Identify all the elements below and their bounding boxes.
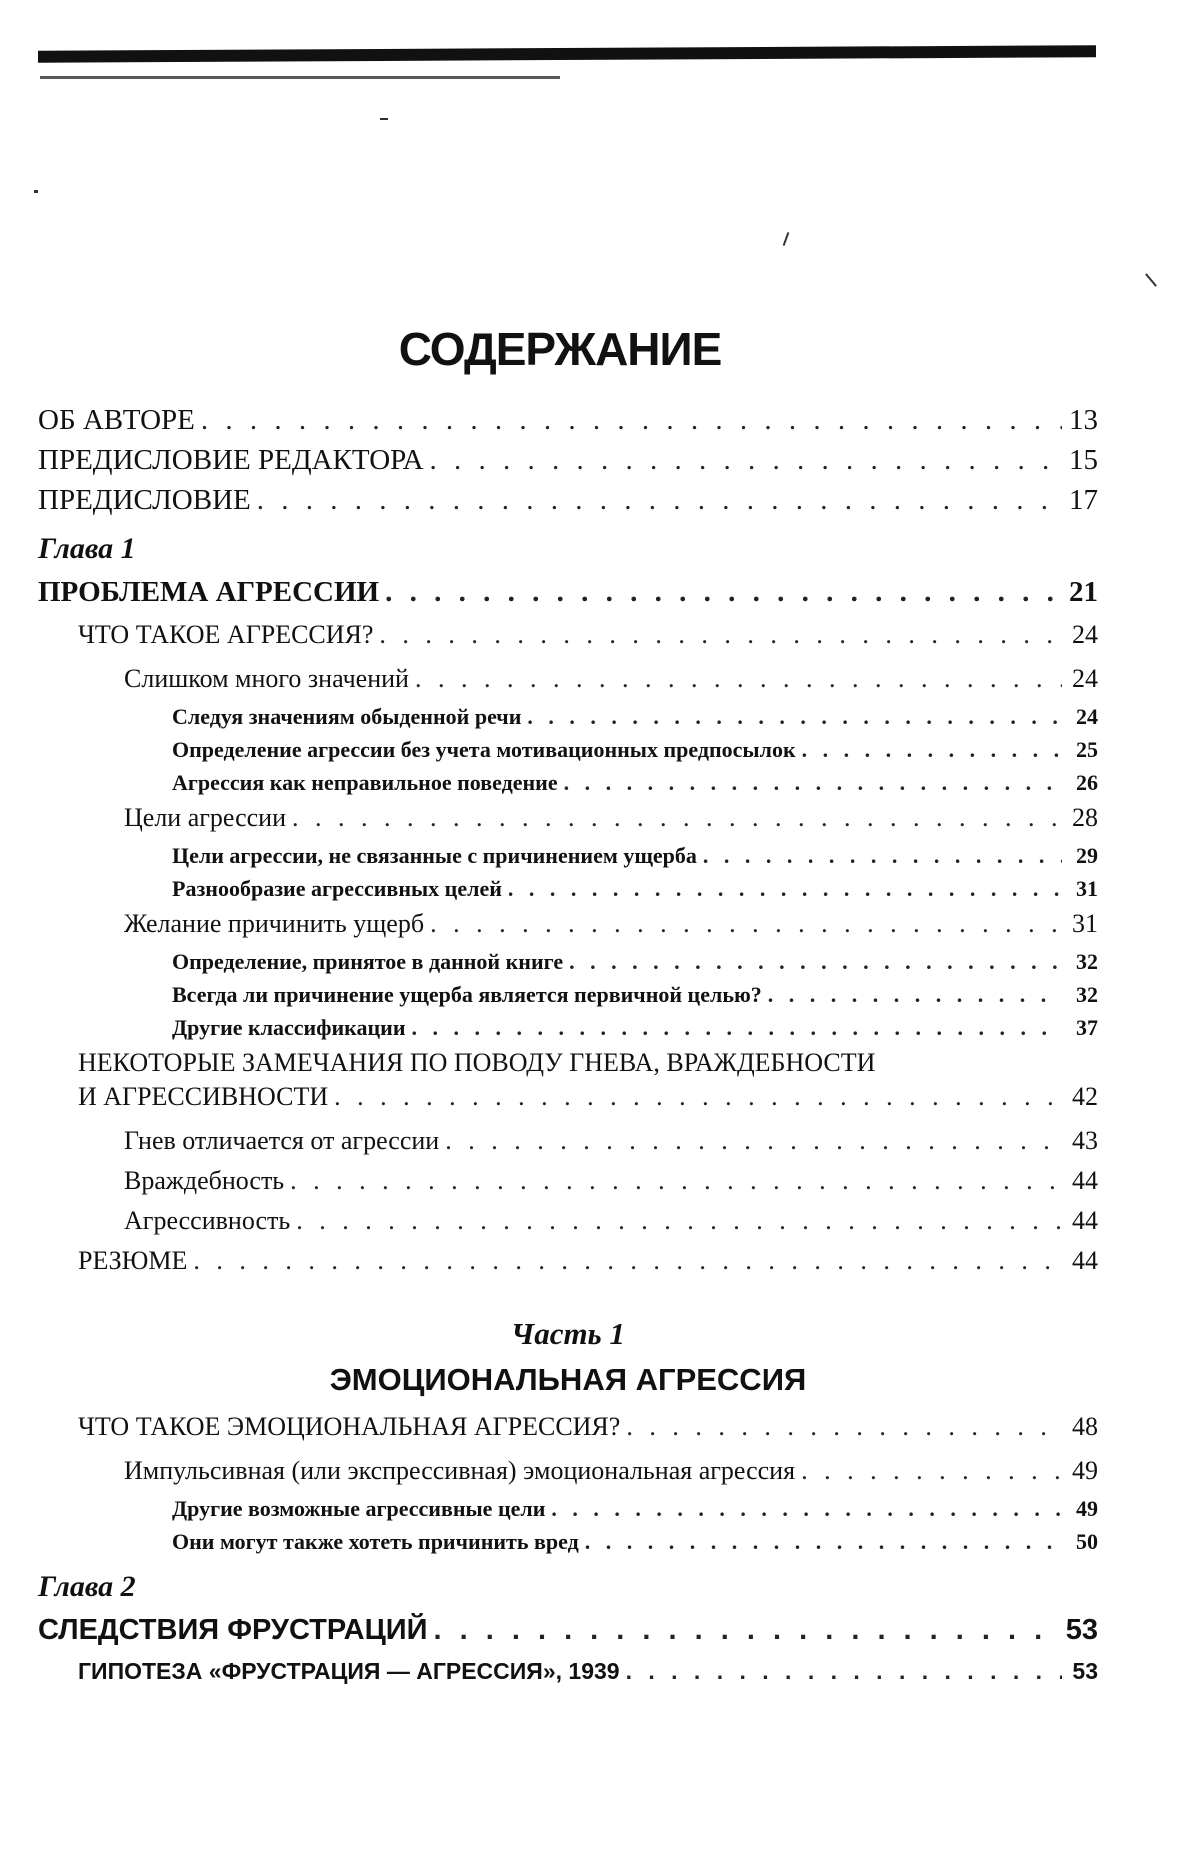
toc-entry-label: Определение, принятое в данной книге bbox=[172, 949, 564, 974]
dot-leader bbox=[445, 1126, 1062, 1156]
toc-entry[interactable] bbox=[38, 737, 1098, 770]
toc-entry[interactable] bbox=[38, 444, 1098, 484]
toc-entry-page: 26 bbox=[1076, 770, 1098, 795]
chapter-title: ПРОБЛЕМА АГРЕССИИ bbox=[38, 576, 380, 608]
toc-entry[interactable] bbox=[38, 1456, 1098, 1496]
dot-leader bbox=[430, 444, 1062, 477]
toc-entry-page: 44 bbox=[1072, 1166, 1098, 1195]
toc-entry-page: 50 bbox=[1076, 1529, 1098, 1554]
scan-speck bbox=[783, 232, 790, 246]
toc-entry-label: Цели агрессии bbox=[124, 803, 287, 832]
dot-leader bbox=[412, 1015, 1062, 1041]
toc-entry-label: Определение агрессии без учета мотивационных предпосылок bbox=[172, 737, 796, 762]
dot-leader bbox=[626, 1658, 1062, 1685]
toc-entry-page: 53 bbox=[1072, 1658, 1098, 1684]
toc-entry-page: 44 bbox=[1072, 1246, 1098, 1275]
toc-entry-page: 15 bbox=[1069, 444, 1098, 476]
toc-entry-page: 28 bbox=[1072, 803, 1098, 832]
scan-speck bbox=[380, 118, 388, 120]
toc-entry-label: Агрессивность bbox=[124, 1206, 291, 1235]
scan-speck bbox=[34, 190, 38, 193]
page-title: СОДЕРЖАНИЕ bbox=[398, 323, 722, 375]
toc-entry-page: 24 bbox=[1072, 664, 1098, 693]
dot-leader bbox=[434, 1614, 1060, 1647]
toc-entry-page: 32 bbox=[1076, 949, 1098, 974]
toc-entry-page: 31 bbox=[1072, 909, 1098, 938]
toc-entry-label: Враждебность bbox=[124, 1166, 285, 1195]
toc-entry[interactable] bbox=[38, 1412, 1098, 1456]
part-label: Часть 1 bbox=[511, 1316, 625, 1351]
toc-entry[interactable] bbox=[38, 1246, 1098, 1290]
toc-entry-label: Слишком много значений bbox=[124, 664, 409, 693]
toc-entry-label: ЧТО ТАКОЕ АГРЕССИЯ? bbox=[78, 620, 374, 649]
dot-leader bbox=[551, 1496, 1062, 1522]
toc-entry-page: 43 bbox=[1072, 1126, 1098, 1155]
toc-entry-label: ЧТО ТАКОЕ ЭМОЦИОНАЛЬНАЯ АГРЕССИЯ? bbox=[78, 1412, 621, 1441]
toc-entry[interactable] bbox=[38, 770, 1098, 803]
toc-entry-label: РЕЗЮМЕ bbox=[78, 1246, 188, 1275]
chapter-title-entry[interactable] bbox=[38, 1614, 1098, 1658]
toc-entry[interactable] bbox=[38, 949, 1098, 982]
dot-leader bbox=[801, 1456, 1062, 1486]
toc-entry[interactable] bbox=[38, 1206, 1098, 1246]
toc-entry-page: 49 bbox=[1076, 1496, 1098, 1521]
top-rule-shadow bbox=[40, 76, 560, 79]
toc-entry-page: 37 bbox=[1076, 1015, 1098, 1040]
toc-entry-page: 13 bbox=[1069, 404, 1098, 436]
toc-entry-label: ПРЕДИСЛОВИЕ bbox=[38, 484, 251, 516]
toc-entry-page: 25 bbox=[1076, 737, 1098, 762]
dot-leader bbox=[569, 949, 1062, 975]
toc-entry-page: 53 bbox=[1065, 1614, 1098, 1646]
dot-leader bbox=[379, 620, 1062, 650]
toc-entry-page: 24 bbox=[1076, 704, 1098, 729]
toc-entry-label: Агрессия как неправильное поведение bbox=[172, 770, 558, 795]
toc-entry-multiline-second[interactable] bbox=[38, 1082, 1098, 1126]
toc-entry-label: НЕКОТОРЫЕ ЗАМЕЧАНИЯ ПО ПОВОДУ ГНЕВА, ВРАЖДЕБНОСТИ bbox=[78, 1048, 876, 1077]
toc-entry-label: И АГРЕССИВНОСТИ bbox=[78, 1082, 329, 1111]
toc-entry-label: Другие классификации bbox=[172, 1015, 406, 1040]
toc-entry-page: 24 bbox=[1072, 620, 1098, 649]
dot-leader bbox=[201, 404, 1062, 437]
dot-leader bbox=[585, 1529, 1062, 1555]
toc-entry[interactable] bbox=[38, 1529, 1098, 1562]
dot-leader bbox=[257, 484, 1062, 517]
toc-entry-page: 42 bbox=[1072, 1082, 1098, 1111]
dot-leader bbox=[527, 704, 1062, 730]
toc-entry-page: 21 bbox=[1069, 576, 1098, 608]
dot-leader bbox=[385, 576, 1062, 609]
toc-entry[interactable] bbox=[38, 803, 1098, 843]
toc-entry-label: Гнев отличается от агрессии bbox=[124, 1126, 440, 1155]
toc-entry[interactable] bbox=[38, 484, 1098, 524]
toc-entry-label: Следуя значениям обыденной речи bbox=[172, 704, 522, 729]
toc-entry[interactable] bbox=[38, 909, 1098, 949]
toc-entry[interactable] bbox=[38, 843, 1098, 876]
toc-entry[interactable] bbox=[38, 876, 1098, 909]
toc-entry-label: Желание причинить ущерб bbox=[124, 909, 425, 938]
part-title: ЭМОЦИОНАЛЬНАЯ АГРЕССИЯ bbox=[329, 1362, 807, 1397]
toc-entry-page: 31 bbox=[1076, 876, 1098, 901]
toc-entry[interactable] bbox=[38, 1658, 1098, 1698]
dot-leader bbox=[564, 770, 1062, 796]
toc-entry-label: Они могут также хотеть причинить вред bbox=[172, 1529, 579, 1554]
toc-entry-label: Всегда ли причинение ущерба является первичной целью? bbox=[172, 982, 762, 1007]
dot-leader bbox=[290, 1166, 1062, 1196]
toc-entry-label: Цели агрессии, не связанные с причинением ущерба bbox=[172, 843, 697, 868]
toc-entry[interactable] bbox=[38, 1126, 1098, 1166]
dot-leader bbox=[292, 803, 1062, 833]
toc-entry[interactable] bbox=[38, 982, 1098, 1015]
top-rule bbox=[38, 45, 1096, 63]
toc-entry-page: 44 bbox=[1072, 1206, 1098, 1235]
dot-leader bbox=[296, 1206, 1062, 1236]
dot-leader bbox=[626, 1412, 1062, 1442]
table-of-contents bbox=[38, 404, 1098, 1698]
toc-entry-label: ГИПОТЕЗА «ФРУСТРАЦИЯ — АГРЕССИЯ», 1939 bbox=[78, 1658, 620, 1684]
dot-leader bbox=[334, 1082, 1062, 1112]
dot-leader bbox=[508, 876, 1062, 902]
toc-entry[interactable] bbox=[38, 664, 1098, 704]
toc-entry[interactable] bbox=[38, 404, 1098, 444]
scan-speck bbox=[1145, 273, 1157, 287]
chapter-title: СЛЕДСТВИЯ ФРУСТРАЦИЙ bbox=[38, 1614, 428, 1646]
toc-entry-label: Импульсивная (или экспрессивная) эмоциональная агрессия bbox=[124, 1456, 796, 1485]
toc-entry-multiline-first[interactable] bbox=[38, 1048, 1098, 1082]
toc-entry[interactable] bbox=[38, 1496, 1098, 1529]
dot-leader bbox=[768, 982, 1062, 1008]
toc-entry[interactable] bbox=[38, 620, 1098, 664]
dot-leader bbox=[703, 843, 1062, 869]
chapter-label: Глава 1 bbox=[38, 532, 136, 565]
toc-entry-label: ПРЕДИСЛОВИЕ РЕДАКТОРА bbox=[38, 444, 424, 476]
toc-entry-page: 17 bbox=[1069, 484, 1098, 516]
toc-entry[interactable] bbox=[38, 1166, 1098, 1206]
toc-entry[interactable] bbox=[38, 1015, 1098, 1048]
dot-leader bbox=[193, 1246, 1062, 1276]
toc-entry-label: Разнообразие агрессивных целей bbox=[172, 876, 502, 901]
toc-entry-page: 32 bbox=[1076, 982, 1098, 1007]
dot-leader bbox=[802, 737, 1062, 763]
chapter-label: Глава 2 bbox=[38, 1570, 136, 1603]
toc-entry-label: ОБ АВТОРЕ bbox=[38, 404, 195, 436]
dot-leader bbox=[430, 909, 1062, 939]
toc-entry-label: Другие возможные агрессивные цели bbox=[172, 1496, 546, 1521]
toc-entry[interactable] bbox=[38, 704, 1098, 737]
toc-entry-page: 48 bbox=[1072, 1412, 1098, 1441]
toc-entry-page: 49 bbox=[1072, 1456, 1098, 1485]
dot-leader bbox=[415, 664, 1062, 694]
chapter-title-entry[interactable] bbox=[38, 576, 1098, 620]
toc-entry-page: 29 bbox=[1076, 843, 1098, 868]
